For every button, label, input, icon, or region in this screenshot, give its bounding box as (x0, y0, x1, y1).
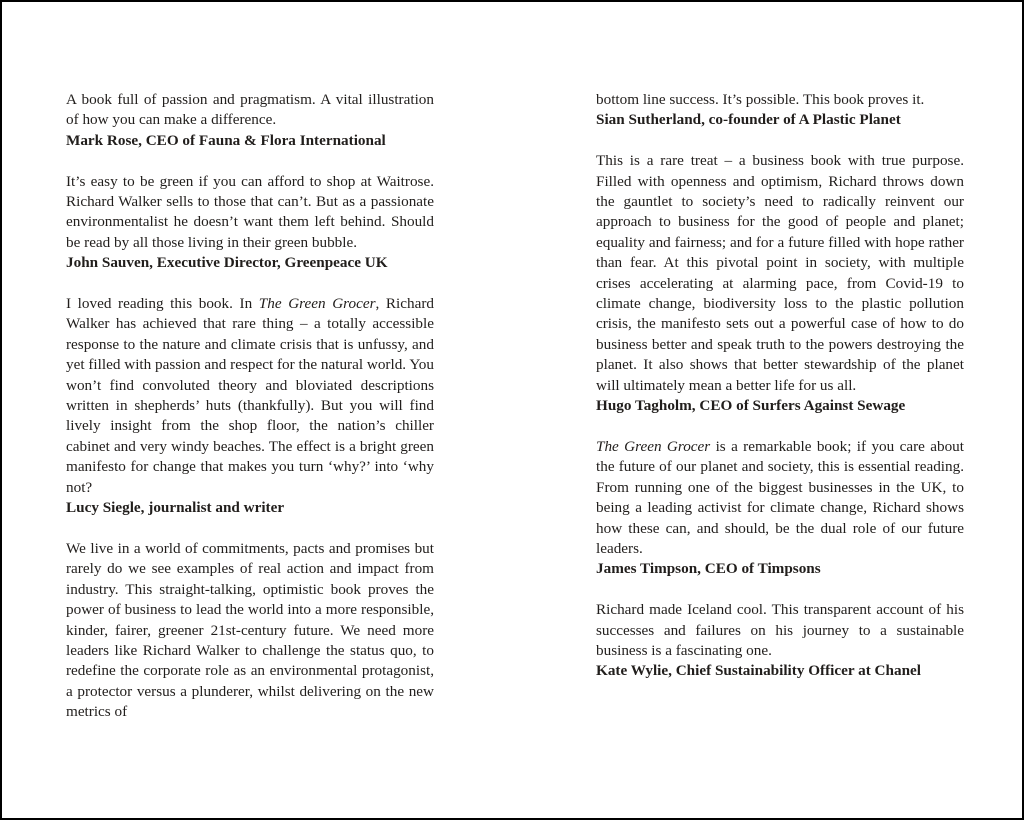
endorsement-quote (66, 172, 434, 274)
quote-body: This is a rare treat – a business book with true purpose. Filled with openness and optimism, Richard throws down the gauntlet to society’s need to radically reinvent our approach to business for the good of people and planet; equality and fairness; and for a future filled with hope rather than fear. At this pivotal point in society, with multiple crises accelerating at alarming pace, from Covid-19 to climate change, biodiversity loss to the plastic pollution crisis, the manifesto sets out a powerful case of how to do business better and speak truth to the powers destroying the planet. It also shows that better stewardship of the planet will ultimately mean a better life for us all. (596, 152, 964, 394)
endorsement-quote-continued-overleaf (66, 539, 434, 723)
quote-body: bottom line success. It’s possible. This book proves it. (596, 91, 925, 108)
quote-body: I loved reading this book. In The Green Grocer, Richard Walker has achieved that rare thing – a totally accessible response to the nature and climate crisis that is unfussy, and yet filled with passion and respect for the natural world. You won’t find convoluted theory and bloviated descriptions written in shepherds’ huts (thankfully). But you will find lively insight from the shop floor, the nation’s chiller cabinet and very windy beaches. The effect is a bright green manifesto for change that makes you turn ‘why?’ into ‘why not? (66, 295, 434, 496)
quote-body: We live in a world of commitments, pacts and promises but rarely do we see examples of real action and impact from industry. This straight-talking, optimistic book proves the power of business to lead the world into a more responsible, kinder, fairer, greener 21st-century future. We need more leaders like Richard Walker to challenge the status quo, to redefine the corporate role as an environmental protagonist, a protector versus a plunderer, whilst delivering on the new metrics of (66, 539, 434, 721)
left-column (66, 90, 434, 743)
endorsement-quote (596, 437, 964, 580)
quote-attribution: James Timpson, CEO of Timpsons (596, 560, 821, 578)
quote-attribution: Mark Rose, CEO of Fauna & Flora International (66, 131, 386, 149)
endorsement-quote (596, 151, 964, 416)
quote-body: Richard made Iceland cool. This transparent account of his successes and failures on his journey to a sustainable business is a fascinating one. (596, 601, 964, 659)
endorsement-quote (66, 90, 434, 151)
quote-attribution: Lucy Siegle, journalist and writer (66, 499, 285, 517)
quote-body: It’s easy to be green if you can afford to shop at Waitrose. Richard Walker sells to those that can’t. But as a passionate environmentalist he doesn’t want them left behind. Should be read by all those living in their green bubble. (66, 172, 434, 251)
endorsement-quote-continuation (596, 90, 964, 131)
quote-body: The Green Grocer is a remarkable book; if you care about the future of our planet and society, this is essential reading. From running one of the biggest businesses in the UK, to being a leading activist for climate change, Richard shows how these can, and should, be the dual role of our future leaders. (596, 437, 964, 557)
quote-attribution: Hugo Tagholm, CEO of Surfers Against Sewage (596, 397, 906, 415)
quote-attribution: John Sauven, Executive Director, Greenpeace UK (66, 254, 388, 272)
endorsement-quote (596, 600, 964, 682)
quote-attribution: Kate Wylie, Chief Sustainability Officer at Chanel (596, 662, 921, 680)
right-column (596, 90, 964, 702)
quote-body: A book full of passion and pragmatism. A vital illustration of how you can make a difference. (66, 91, 434, 129)
endorsement-quote (66, 294, 434, 518)
quote-attribution: Sian Sutherland, co-founder of A Plastic Planet (596, 111, 901, 129)
